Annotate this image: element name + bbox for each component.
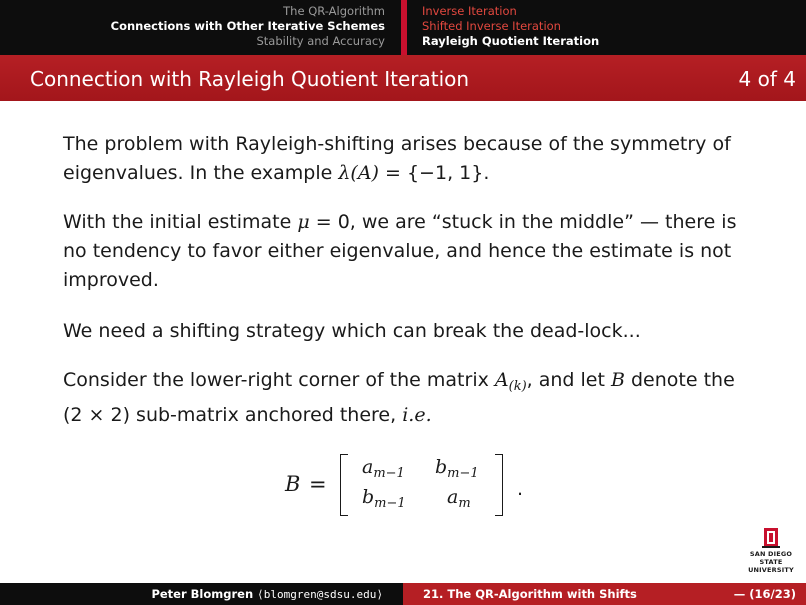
section-link-connections[interactable]: Connections with Other Iterative Schemes [110, 19, 385, 33]
equation-equals: = [309, 472, 327, 496]
logo-emblem-icon [742, 526, 800, 550]
matrix-a-symbol: A [494, 369, 509, 391]
paragraph-text: The problem with Rayleigh-shifting arises because of the symmetry of eigenvalues. In the example [63, 133, 731, 184]
footer-right [403, 583, 806, 605]
paragraph-text: Consider the lower-right corner of the matrix [63, 369, 495, 391]
section-nav [0, 0, 403, 55]
matrix-b-symbol: B [610, 369, 625, 391]
subsection-nav [403, 0, 806, 55]
subsection-link-rayleigh[interactable]: Rayleigh Quotient Iteration [422, 34, 600, 48]
paragraph-text: denote the (2 × 2) sub-matrix anchored there, [63, 369, 735, 426]
section-link-stability[interactable]: Stability and Accuracy [256, 34, 385, 48]
frame-title-bar [0, 55, 806, 101]
footer-page-number: — (16/23) [733, 587, 796, 601]
matrix-cell-10: $b_{m-1}$ [362, 486, 406, 511]
eigenvalue-expression: λ(A) [338, 162, 379, 184]
matrix-cell-11: $a_m$ [447, 486, 471, 511]
university-logo [742, 526, 800, 574]
paragraph-shifting-strategy: We need a shifting strategy which can break the dead-lock... [63, 320, 641, 342]
equation-lhs: B [285, 472, 301, 496]
section-link-qr-algorithm[interactable]: The QR-Algorithm [283, 4, 385, 18]
beamer-footer [0, 583, 806, 605]
paragraph-submatrix [63, 366, 753, 430]
right-bracket [495, 454, 503, 516]
frame-title: Connection with Rayleigh Quotient Iteration [30, 67, 470, 91]
footer-lecture-title: 21. The QR-Algorithm with Shifts [423, 587, 637, 601]
nav-divider [401, 0, 407, 55]
matrix-cell-00: $a_{m-1}$ [362, 456, 405, 481]
subsection-link-shifted-inverse[interactable]: Shifted Inverse Iteration [422, 19, 561, 33]
mu-symbol: μ [297, 211, 310, 233]
eigenvalue-set: = {−1, 1}. [378, 162, 490, 184]
beamer-header [0, 0, 806, 55]
subsection-link-inverse-iteration[interactable]: Inverse Iteration [422, 4, 517, 18]
paragraph-text: , and let [526, 369, 611, 391]
paragraph-text: With the initial estimate [63, 211, 298, 233]
footer-left [0, 583, 403, 605]
ie-text: i.e. [402, 404, 432, 426]
paragraph-initial-estimate [63, 208, 753, 295]
equation-period: . [517, 478, 524, 500]
matrix-equation [285, 452, 545, 524]
matrix-cell-01: $b_{m-1}$ [435, 456, 479, 481]
paragraph-text: = 0, we are “stuck in the middle” — there is no tendency to favor either eigenvalue, and hence the estimate is not improved. [63, 211, 737, 291]
footer-author: Peter Blomgren ⟨blomgren@sdsu.edu⟩ [151, 587, 383, 601]
left-bracket [340, 454, 348, 516]
frame-page-counter: 4 of 4 [738, 67, 796, 91]
paragraph-symmetry [63, 130, 753, 188]
logo-text: SAN DIEGO STATE UNIVERSITY [748, 550, 794, 574]
matrix-a-subscript: (k) [508, 379, 527, 394]
